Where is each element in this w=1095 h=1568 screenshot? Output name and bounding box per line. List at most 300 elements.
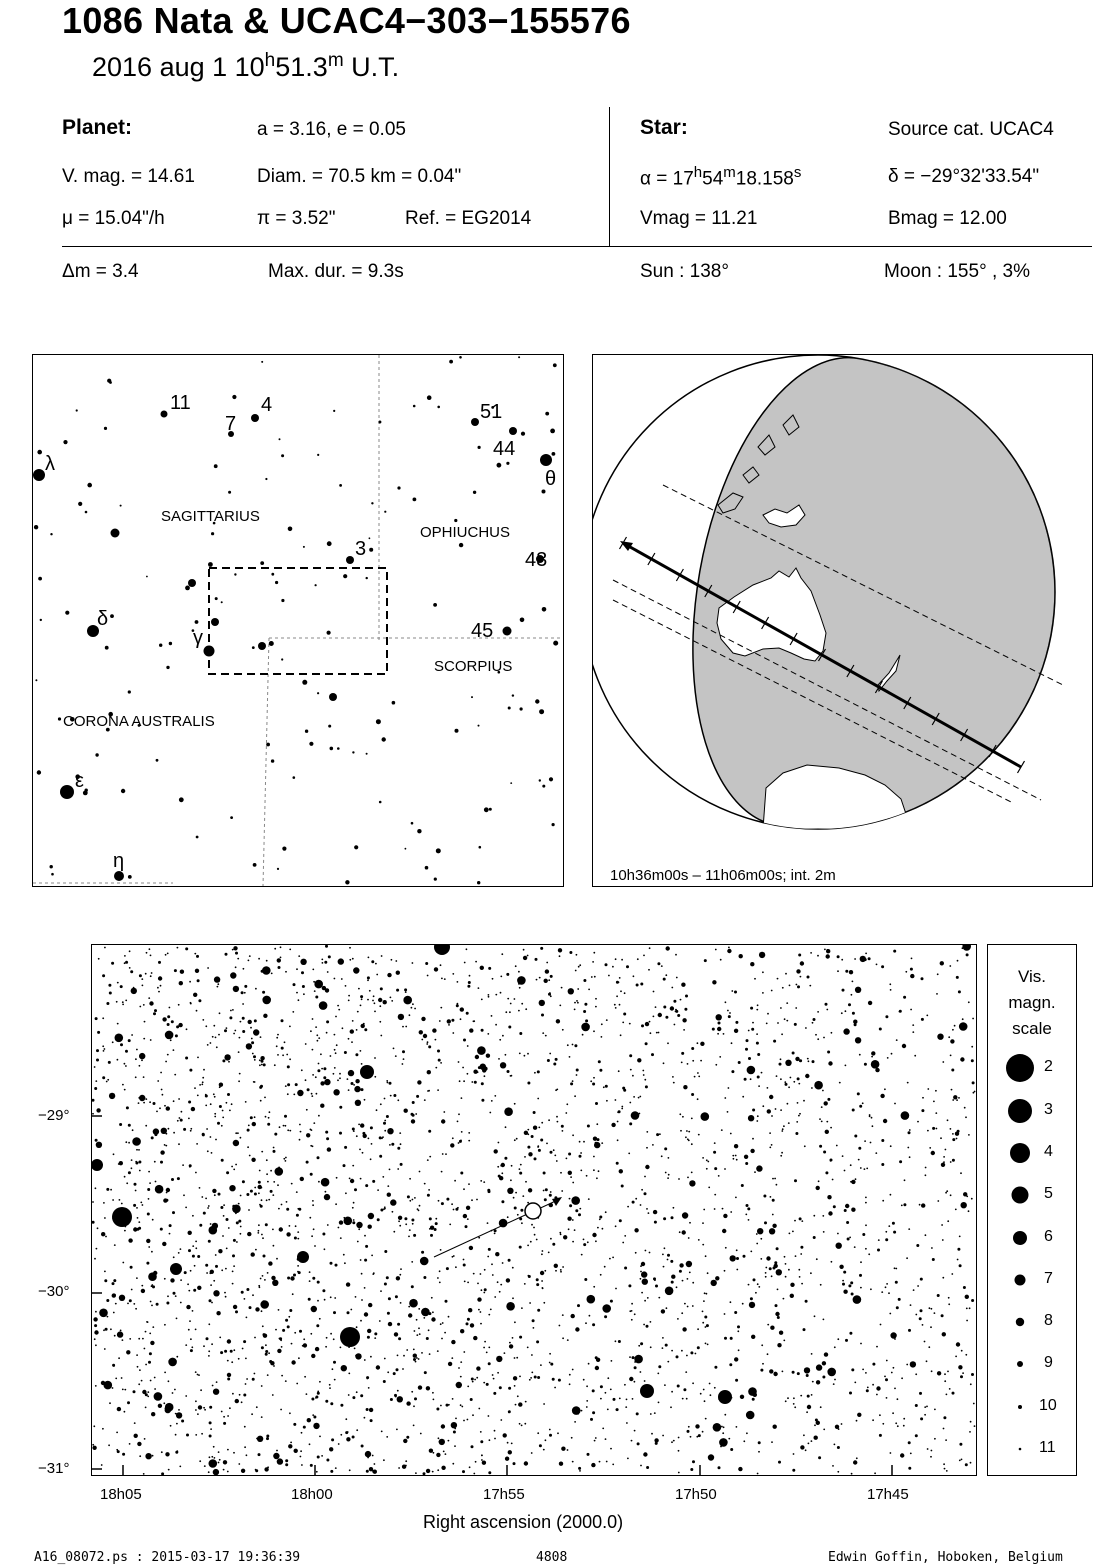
field-star <box>181 1111 183 1113</box>
field-star <box>258 1192 260 1194</box>
field-star <box>481 1082 484 1085</box>
field-star <box>888 1292 890 1294</box>
field-star <box>373 995 375 997</box>
field-star <box>331 1438 334 1441</box>
field-star <box>687 1278 689 1280</box>
finder-star <box>309 742 313 746</box>
field-star <box>283 1125 285 1127</box>
field-star <box>376 974 378 976</box>
field-star <box>850 1281 853 1284</box>
field-star <box>856 1420 858 1422</box>
field-star <box>139 1095 145 1101</box>
field-star <box>104 1217 106 1219</box>
field-star <box>813 1215 815 1217</box>
field-star <box>807 1405 811 1409</box>
field-star <box>616 1162 619 1165</box>
field-star <box>154 1388 156 1390</box>
field-star <box>798 954 801 957</box>
footer-number: 4808 <box>536 1550 568 1565</box>
bright-star <box>434 945 450 955</box>
field-star <box>931 1370 933 1372</box>
ytick-label: −30° <box>38 1283 70 1300</box>
field-star <box>465 1225 468 1228</box>
field-star <box>732 1155 734 1157</box>
field-star <box>629 1023 631 1025</box>
field-star <box>845 1204 849 1208</box>
field-star <box>749 1302 755 1308</box>
field-star <box>483 1347 485 1349</box>
field-star <box>917 1121 919 1123</box>
field-star <box>540 1271 544 1275</box>
field-star <box>281 1047 284 1050</box>
field-star <box>657 1373 659 1375</box>
field-star <box>738 1349 740 1351</box>
field-star <box>320 1104 324 1108</box>
constellation-label: OPHIUCHUS <box>420 524 511 541</box>
finder-star <box>269 641 274 646</box>
field-star <box>727 949 731 953</box>
field-star <box>862 1233 865 1236</box>
field-star <box>509 1342 511 1344</box>
field-star <box>650 1413 652 1415</box>
field-star <box>780 1007 782 1009</box>
field-star <box>588 1198 590 1200</box>
field-star <box>360 1050 362 1052</box>
field-star <box>213 1389 219 1395</box>
field-star <box>323 1076 326 1079</box>
field-star <box>527 1202 529 1204</box>
field-star <box>174 969 177 972</box>
field-star <box>389 1082 392 1085</box>
field-star <box>903 996 906 999</box>
field-star <box>374 1011 376 1013</box>
field-star <box>202 1133 205 1136</box>
field-star <box>501 1200 504 1203</box>
field-star <box>499 1291 501 1293</box>
field-star <box>946 1470 948 1472</box>
field-star <box>553 1149 555 1151</box>
field-star <box>222 1235 224 1237</box>
field-star <box>901 1111 910 1120</box>
field-star <box>433 1452 435 1454</box>
field-star <box>226 1248 228 1250</box>
field-star <box>513 1197 515 1199</box>
field-star <box>592 1389 595 1392</box>
field-star <box>240 1021 242 1023</box>
star-label: η <box>113 850 125 872</box>
field-star <box>702 1244 704 1246</box>
field-star <box>683 1029 685 1031</box>
field-star <box>974 1425 976 1427</box>
field-star <box>919 1317 922 1320</box>
field-star <box>673 1207 675 1209</box>
field-star <box>434 1228 437 1231</box>
field-star <box>420 1257 429 1266</box>
field-star <box>653 991 655 993</box>
field-star <box>158 1404 162 1408</box>
field-star <box>595 1240 597 1242</box>
field-star <box>363 1134 365 1136</box>
field-star <box>627 1458 629 1460</box>
finder-star <box>397 486 400 489</box>
xtick-label: 18h05 <box>100 1486 142 1503</box>
field-star <box>379 1320 381 1322</box>
field-star <box>460 1329 464 1333</box>
field-star <box>662 1337 664 1339</box>
scale-mag: 8 <box>1044 1312 1053 1329</box>
field-star <box>415 1472 417 1474</box>
field-star <box>631 1310 633 1312</box>
field-star <box>587 1125 590 1128</box>
field-star <box>399 1274 401 1276</box>
field-star <box>593 1077 595 1079</box>
field-star <box>235 1132 237 1134</box>
field-star <box>664 1147 667 1150</box>
field-star <box>682 1116 684 1118</box>
field-star <box>968 1210 970 1212</box>
field-star <box>893 950 896 953</box>
field-star <box>334 1067 336 1069</box>
field-star <box>970 1462 972 1464</box>
field-star <box>400 1163 403 1166</box>
field-star <box>695 1353 697 1355</box>
field-star <box>455 1266 457 1268</box>
field-star <box>909 1129 911 1131</box>
field-star <box>164 1372 166 1374</box>
field-star <box>760 1258 762 1260</box>
field-star <box>860 1261 862 1263</box>
field-star <box>221 1159 224 1162</box>
field-star <box>480 1273 482 1275</box>
field-star <box>697 1098 699 1100</box>
field-star <box>533 1126 537 1130</box>
field-star <box>495 1252 499 1256</box>
field-star <box>138 1149 140 1151</box>
field-star <box>92 1446 96 1450</box>
field-star <box>843 1028 849 1034</box>
field-star <box>794 1220 796 1222</box>
field-star <box>143 1004 145 1006</box>
field-star <box>654 1438 658 1442</box>
star-bmag: Bmag = 12.00 <box>888 208 1007 229</box>
field-star <box>612 1257 614 1259</box>
field-star <box>679 1263 683 1267</box>
field-star <box>962 1018 964 1020</box>
field-star <box>899 1160 902 1163</box>
finder-star <box>251 414 259 422</box>
field-star <box>273 1181 275 1183</box>
field-star <box>957 1130 960 1133</box>
field-star <box>658 1365 661 1368</box>
field-star <box>943 1428 945 1430</box>
field-star <box>889 983 891 985</box>
field-star <box>398 1216 402 1220</box>
field-star <box>461 1131 463 1133</box>
field-star <box>604 1315 607 1318</box>
field-star <box>644 1192 647 1195</box>
field-star <box>554 1155 556 1157</box>
field-star <box>674 1024 676 1026</box>
field-star <box>92 1113 94 1115</box>
field-star <box>554 1387 556 1389</box>
finder-star <box>542 490 546 494</box>
field-star <box>219 1459 221 1461</box>
field-star <box>360 1123 364 1127</box>
field-star <box>795 1255 797 1257</box>
field-star <box>561 1447 565 1451</box>
field-star <box>767 1353 769 1355</box>
field-star <box>384 1358 386 1360</box>
field-star <box>671 1350 673 1352</box>
field-star <box>192 1310 194 1312</box>
field-star <box>825 1130 829 1134</box>
field-star <box>451 1422 457 1428</box>
field-star <box>346 1282 350 1286</box>
field-star <box>817 955 819 957</box>
field-star <box>408 1236 410 1238</box>
field-star <box>584 1278 587 1281</box>
field-star <box>637 1058 641 1062</box>
field-star <box>555 1058 558 1061</box>
finder-star <box>40 619 42 621</box>
field-star <box>881 965 884 968</box>
footer-author: Edwin Goffin, Hoboken, Belgium <box>828 1550 1063 1565</box>
field-star <box>241 1291 244 1294</box>
finder-star <box>552 452 556 456</box>
field-star <box>428 1090 430 1092</box>
field-star <box>852 1012 855 1015</box>
field-star <box>285 1380 287 1382</box>
finder-star <box>327 541 332 546</box>
field-star <box>803 1434 805 1436</box>
field-star <box>466 1322 469 1325</box>
field-star <box>805 1449 807 1451</box>
field-star <box>934 1438 936 1440</box>
field-star <box>832 1465 834 1467</box>
field-star <box>154 1161 156 1163</box>
field-star <box>313 1228 315 1230</box>
field-star <box>158 976 162 980</box>
field-star <box>865 1224 867 1226</box>
field-star <box>592 1233 596 1237</box>
field-star <box>897 1425 899 1427</box>
field-star <box>242 1003 244 1005</box>
field-star <box>776 1269 782 1275</box>
field-star <box>837 970 839 972</box>
finder-star <box>329 693 337 701</box>
bright-star <box>340 1327 360 1347</box>
field-star <box>750 1149 754 1153</box>
field-star <box>818 1456 821 1459</box>
field-star <box>279 1227 283 1231</box>
field-star <box>788 1122 790 1124</box>
field-star <box>119 1123 122 1126</box>
field-star <box>864 958 867 961</box>
field-star <box>646 1208 648 1210</box>
field-star <box>549 992 551 994</box>
star-label: γ <box>193 627 203 649</box>
field-star <box>484 1288 487 1291</box>
field-star <box>673 1082 675 1084</box>
field-star <box>199 1224 202 1227</box>
field-star <box>845 970 848 973</box>
field-star <box>138 1221 140 1223</box>
field-star <box>201 1433 203 1435</box>
field-star <box>595 1142 598 1145</box>
field-star <box>931 1308 933 1310</box>
field-star <box>214 1116 216 1118</box>
field-star <box>136 1354 138 1356</box>
finder-star <box>553 641 558 646</box>
field-star <box>550 1363 553 1366</box>
field-star <box>339 1073 341 1075</box>
field-star <box>618 1070 620 1072</box>
field-star <box>468 1308 472 1312</box>
field-star <box>492 1274 494 1276</box>
field-star <box>735 1155 737 1157</box>
field-star <box>461 1097 463 1099</box>
field-star <box>427 1041 429 1043</box>
field-star <box>605 1085 608 1088</box>
field-star <box>324 1248 326 1250</box>
field-star <box>771 990 773 992</box>
field-star <box>426 1386 430 1390</box>
field-star <box>562 1029 564 1031</box>
field-star <box>633 1096 635 1098</box>
field-star <box>348 1038 350 1040</box>
field-star <box>692 1305 694 1307</box>
field-star <box>411 1007 413 1009</box>
field-star <box>667 1042 669 1044</box>
field-star <box>126 1106 129 1109</box>
field-star <box>96 1049 99 1052</box>
field-star <box>915 1404 918 1407</box>
field-star <box>135 1076 137 1078</box>
field-star <box>657 962 660 965</box>
field-star <box>894 1267 896 1269</box>
field-star <box>648 1212 650 1214</box>
field-star <box>416 1334 418 1336</box>
field-star <box>782 1128 784 1130</box>
field-star <box>321 959 323 961</box>
field-star <box>477 1283 479 1285</box>
field-star <box>247 1146 249 1148</box>
field-star <box>587 1453 590 1456</box>
field-star <box>194 1087 196 1089</box>
field-star <box>775 1312 779 1316</box>
field-star <box>265 1350 268 1353</box>
field-star <box>478 1309 480 1311</box>
field-star <box>850 1164 852 1166</box>
field-star <box>959 1236 961 1238</box>
field-star <box>587 1241 589 1243</box>
field-star <box>344 1146 347 1149</box>
field-star <box>439 1282 441 1284</box>
field-star <box>309 1271 311 1273</box>
field-star <box>224 1029 227 1032</box>
field-star <box>419 1171 421 1173</box>
field-star <box>277 1034 279 1036</box>
field-star <box>519 1376 521 1378</box>
x-axis-label: Right ascension (2000.0) <box>423 1512 624 1532</box>
field-star <box>801 1220 803 1222</box>
field-star <box>195 1409 197 1411</box>
field-star <box>549 1053 551 1055</box>
field-star <box>368 1138 370 1140</box>
field-star <box>615 958 617 960</box>
field-star <box>881 1291 883 1293</box>
field-star <box>441 1171 443 1173</box>
field-star <box>452 1463 454 1465</box>
field-star <box>706 1168 708 1170</box>
field-star <box>487 1222 489 1224</box>
finder-star <box>433 603 437 607</box>
field-star <box>189 1069 192 1072</box>
field-star <box>204 1465 206 1467</box>
field-star <box>955 1209 957 1211</box>
field-star <box>165 1031 174 1040</box>
field-star <box>108 1444 110 1446</box>
field-star <box>635 1252 637 1254</box>
field-star <box>231 1361 233 1363</box>
field-star <box>347 1311 350 1314</box>
field-star <box>218 1034 220 1036</box>
field-star <box>157 987 159 989</box>
field-star <box>327 989 329 991</box>
field-star <box>251 1158 255 1162</box>
field-star <box>106 1188 109 1191</box>
field-star <box>623 1089 626 1092</box>
field-star <box>748 1057 751 1060</box>
field-star <box>697 1328 699 1330</box>
field-star <box>843 1290 847 1294</box>
field-star <box>201 1196 203 1198</box>
field-star <box>134 1434 138 1438</box>
field-star <box>271 1276 275 1280</box>
field-star <box>619 1004 621 1006</box>
field-star <box>298 1357 300 1359</box>
field-star <box>458 1367 460 1369</box>
field-star <box>397 1355 399 1357</box>
field-star <box>811 1394 813 1396</box>
field-star <box>781 1033 783 1035</box>
finder-star <box>50 865 53 868</box>
field-star <box>883 1119 887 1123</box>
field-star <box>483 1382 485 1384</box>
field-star <box>745 1214 747 1216</box>
field-star <box>515 965 517 967</box>
field-star <box>555 1270 557 1272</box>
field-star <box>777 1022 779 1024</box>
field-star <box>644 1176 646 1178</box>
field-star <box>368 1213 374 1219</box>
field-star <box>675 954 677 956</box>
field-star <box>720 959 722 961</box>
field-star <box>572 1182 574 1184</box>
field-star <box>394 1332 398 1336</box>
field-star <box>448 1362 452 1366</box>
field-star <box>151 1251 153 1253</box>
field-star <box>406 1436 409 1439</box>
field-star <box>757 1228 763 1234</box>
field-star <box>175 1034 178 1037</box>
field-star <box>212 1385 214 1387</box>
field-star <box>678 1178 680 1180</box>
field-star <box>362 1152 364 1154</box>
field-star <box>315 1397 317 1399</box>
finder-star <box>51 873 54 876</box>
field-star <box>178 1409 180 1411</box>
